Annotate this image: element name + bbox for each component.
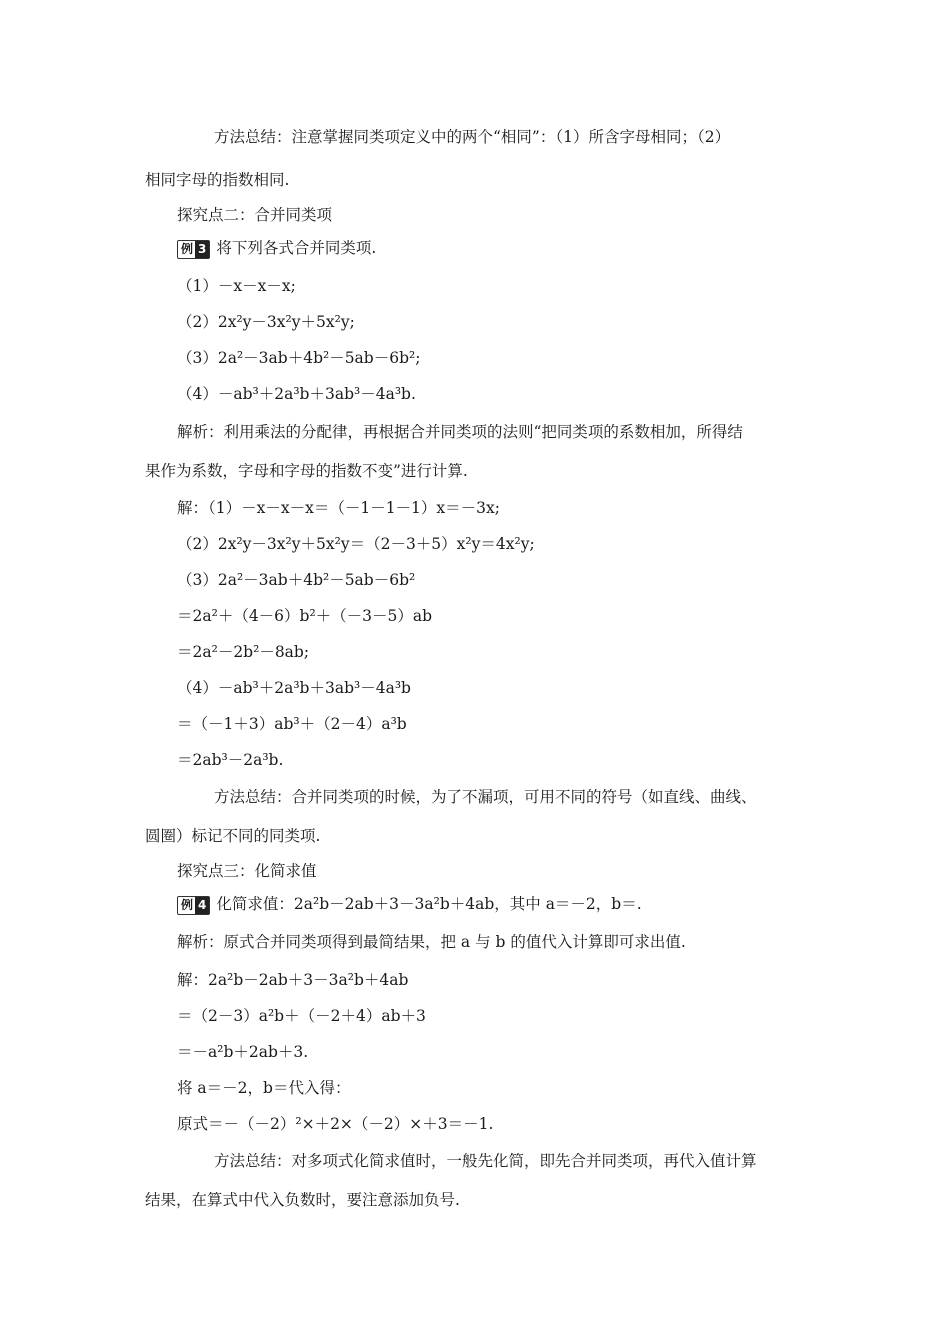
solution-1: 解：（1）－x－x－x＝（－1－1－1）x＝－3x; (177, 499, 500, 517)
question-2: （2）2x²y－3x²y＋5x²y; (177, 313, 355, 331)
section-heading-2: 探究点二：合并同类项 (177, 206, 333, 224)
solution-2: （2）2x²y－3x²y＋5x²y＝（2－3＋5）x²y＝4x²y; (177, 535, 535, 553)
example-4-text: 化简求值：2a²b－2ab＋3－3a²b＋4ab，其中 a＝－2，b＝. (216, 895, 642, 913)
solution-3-line-2: ＝2a²＋（4－6）b²＋（－3－5）ab (177, 607, 433, 625)
solution-4-line-2: ＝（－1＋3）ab³＋（2－4）a³b (177, 715, 407, 733)
solution-4b-line-3: ＝－a²b＋2ab＋3. (177, 1043, 309, 1061)
analysis-3-line-2: 果作为系数，字母和字母的指数不变”进行计算. (145, 462, 468, 480)
analysis-3-line-1: 解析：利用乘法的分配律，再根据合并同类项的法则“把同类项的系数相加，所得结 (177, 423, 743, 441)
result-line: 原式＝－（－2）²×＋2×（－2）×＋3＝－1. (177, 1115, 494, 1133)
solution-3-line-3: ＝2a²－2b²－8ab; (177, 643, 310, 661)
summary-2-line-2: 圆圈）标记不同的同类项. (145, 827, 321, 845)
summary-1-line-1: 方法总结：注意掌握同类项定义中的两个“相同”：（1）所含字母相同；（2） (214, 128, 731, 146)
summary-2-line-1: 方法总结：合并同类项的时候，为了不漏项，可用不同的符号（如直线、曲线、 (214, 788, 757, 806)
solution-4-line-3: ＝2ab³－2a³b. (177, 751, 284, 769)
solution-4b-line-1: 解：2a²b－2ab＋3－3a²b＋4ab (177, 971, 409, 989)
substitution-line: 将 a＝－2，b＝代入得： (177, 1079, 351, 1097)
example-4-badge: 例 4 (177, 896, 210, 915)
example-4 (177, 894, 642, 915)
section-heading-3: 探究点三：化简求值 (177, 862, 317, 880)
question-4: （4）－ab³＋2a³b＋3ab³－4a³b. (177, 385, 416, 403)
question-3: （3）2a²－3ab＋4b²－5ab－6b²; (177, 349, 421, 367)
analysis-4: 解析：原式合并同类项得到最简结果，把 a 与 b 的值代入计算即可求出值. (177, 933, 686, 951)
question-1: （1）－x－x－x; (177, 277, 296, 295)
summary-1-line-2: 相同字母的指数相同. (145, 171, 290, 189)
example-3 (177, 238, 376, 259)
example-3-badge: 例 3 (177, 240, 210, 259)
solution-4-line-1: （4）－ab³＋2a³b＋3ab³－4a³b (177, 679, 411, 697)
summary-3-line-1: 方法总结：对多项式化简求值时，一般先化简，即先合并同类项，再代入值计算 (214, 1152, 757, 1170)
solution-3-line-1: （3）2a²－3ab＋4b²－5ab－6b² (177, 571, 416, 589)
summary-3-line-2: 结果，在算式中代入负数时，要注意添加负号. (145, 1191, 460, 1209)
example-3-text: 将下列各式合并同类项. (216, 239, 377, 257)
solution-4b-line-2: ＝（2－3）a²b＋（－2＋4）ab＋3 (177, 1007, 426, 1025)
